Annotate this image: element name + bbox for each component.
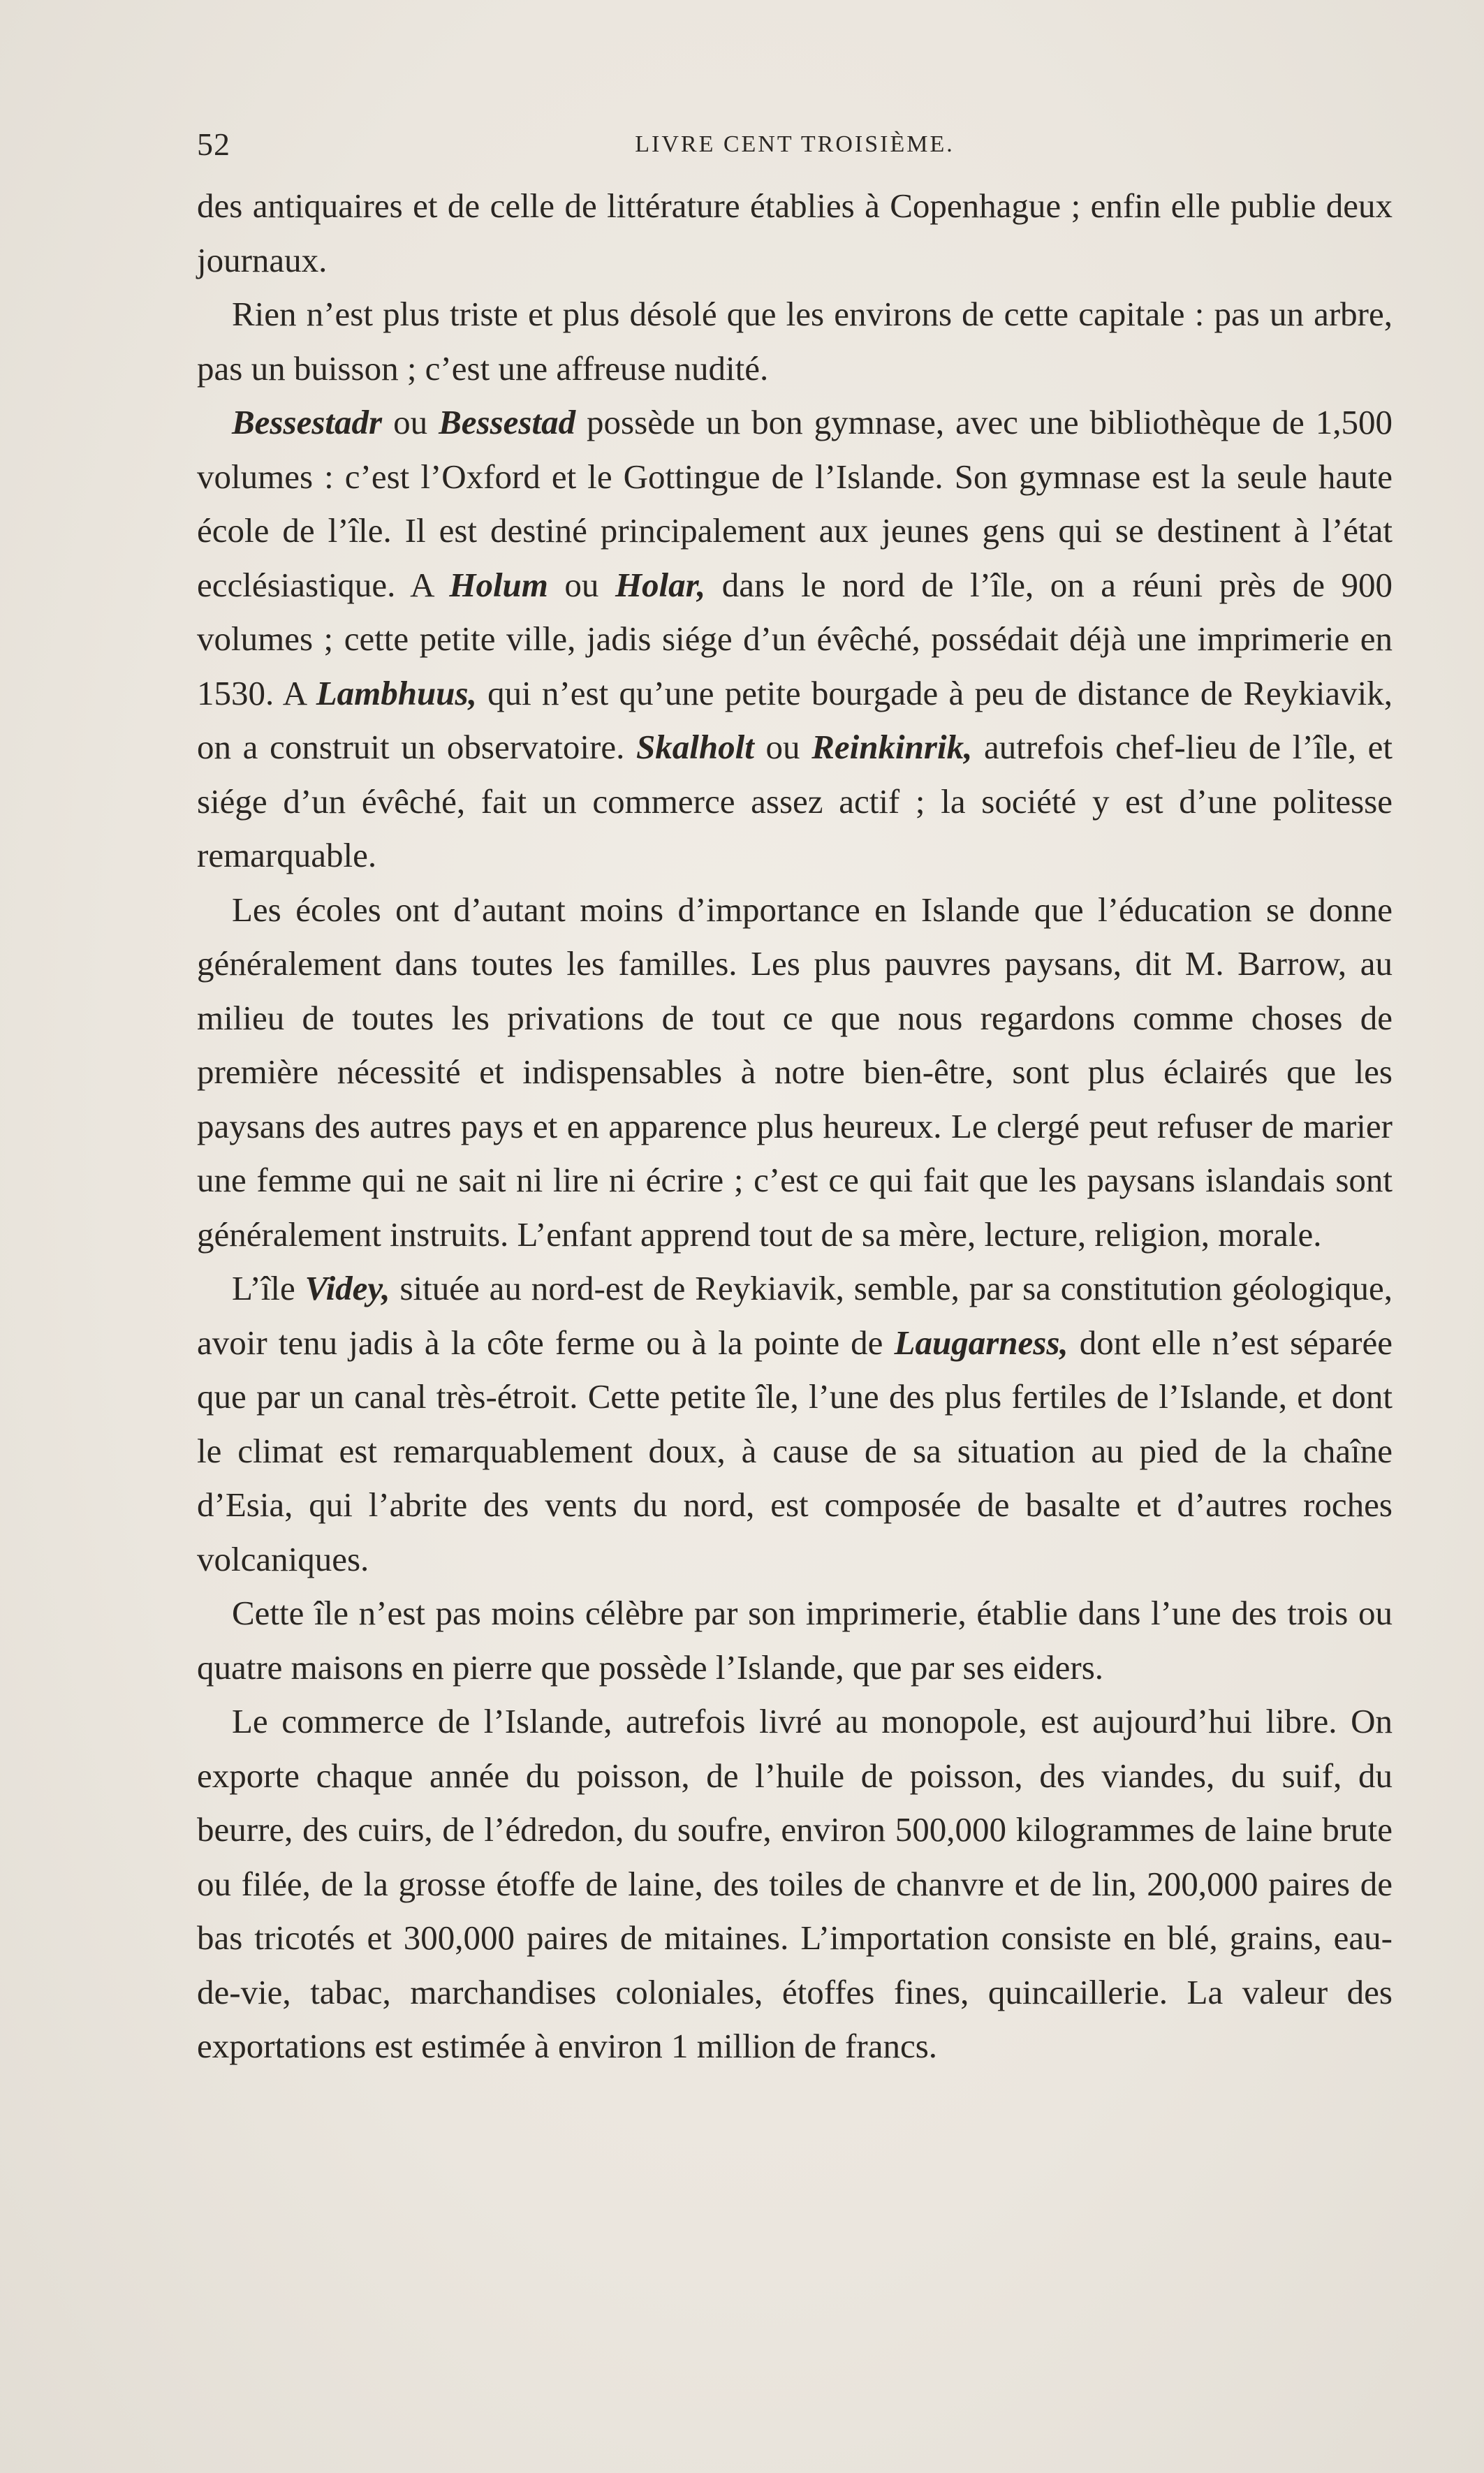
place-name-laugarness: Laugarness, [894, 1323, 1068, 1362]
paragraph-2 [197, 287, 1393, 395]
paragraph-7 [197, 1694, 1393, 2074]
text-run: dans le nord de l’île, on a réuni près de 900 volumes ; cette petite ville, jadis siége d’un évêché, possédait déjà une imprimerie en 1530. A [197, 565, 1393, 712]
paragraph-3 [197, 395, 1393, 883]
paragraph-text: des antiquaires et de celle de littérature établies à Copenhague ; enfin elle publie deux journaux. [197, 186, 1393, 279]
paragraph-6 [197, 1586, 1393, 1694]
place-name-skalholt: Skalholt [636, 728, 754, 766]
text-run: ou [548, 565, 615, 604]
text-run: possède un bon gymnase, avec une bibliothèque de 1,500 volumes : c’est l’Oxford et le Gottingue de l’Islande. Son gymnase est la seule haute école de l’île. Il est destiné principalement aux jeunes gens qui se destinent à l’état ecclésiastique. A [197, 403, 1393, 604]
book-page [197, 126, 1393, 2074]
paragraph-text: Rien n’est plus triste et plus désolé que les environs de cette capitale : pas un arbre, pas un buisson ; c’est une affreuse nudité. [197, 295, 1393, 388]
place-name-holum: Holum [449, 565, 548, 604]
text-run: ou [382, 403, 439, 441]
place-name-bessestad: Bessestad [439, 403, 576, 441]
page-number: 52 [197, 126, 230, 162]
text-run: dont elle n’est séparée que par un canal très-étroit. Cette petite île, l’une des plus fertiles de l’Islande, et dont le climat est remarquablement doux, à cause de sa situation au pied de la chaîne d’Esia, qui l’abrite des vents du nord, est composée de basalte et d’autres roches volcaniques. [197, 1323, 1393, 1578]
paragraph-1 [197, 179, 1393, 287]
place-name-videy: Videy, [304, 1269, 390, 1307]
place-name-holar: Holar, [615, 565, 706, 604]
paragraph-text: Le commerce de l’Islande, autrefois livré au monopole, est aujourd’hui libre. On exporte chaque année du poisson, de l’huile de poisson, des viandes, du suif, du beurre, des cuirs, de l’édredon, du soufre, environ 500,000 kilogrammes de laine brute ou filée, de la grosse étoffe de laine, des toiles de chanvre et de lin, 200,000 paires de bas tricotés et 300,000 paires de mitaines. L’importation consiste en blé, grains, eau-de-vie, tabac, marchandises coloniales, étoffes fines, quincaillerie. La valeur des exportations est estimée à environ 1 million de francs. [197, 1702, 1393, 2065]
text-run: ou [754, 728, 812, 766]
text-run: qui n’est qu’une petite bourgade à peu de distance de Reykiavik, on a construit un observatoire. [197, 673, 1393, 766]
paragraph-5 [197, 1261, 1393, 1586]
running-title: LIVRE CENT TROISIÈME. [635, 131, 955, 157]
text-run: L’île [232, 1269, 305, 1307]
text-run: située au nord-est de Reykiavik, semble, par sa constitution géologique, avoir tenu jadis à la côte ferme ou à la pointe de [197, 1269, 1393, 1362]
place-name-bessestadr: Bessestadr [232, 403, 383, 441]
paragraph-4 [197, 883, 1393, 1262]
place-name-lambhuus: Lambhuus, [316, 673, 477, 712]
running-head [197, 126, 1393, 175]
place-name-reinkinrik: Reinkinrik, [811, 728, 973, 766]
text-run: autrefois chef-lieu de l’île, et siége d’un évêché, fait un commerce assez actif ; la société y est d’une politesse remarquable. [197, 728, 1393, 874]
paragraph-text: Les écoles ont d’autant moins d’importance en Islande que l’éducation se donne généralement dans toutes les familles. Les plus pauvres paysans, dit M. Barrow, au milieu de toutes les privations de tout ce que nous regardons comme choses de première nécessité et indispensables à notre bien-être, sont plus éclairés que les paysans des autres pays et en apparence plus heureux. Le clergé peut refuser de marier une femme qui ne sait ni lire ni écrire ; c’est ce qui fait que les paysans islandais sont généralement instruits. L’enfant apprend tout de sa mère, lecture, religion, morale. [197, 890, 1393, 1254]
body-text [197, 179, 1393, 2074]
paragraph-text: Cette île n’est pas moins célèbre par son imprimerie, établie dans l’une des trois ou quatre maisons en pierre que possède l’Islande, que par ses eiders. [197, 1594, 1393, 1687]
